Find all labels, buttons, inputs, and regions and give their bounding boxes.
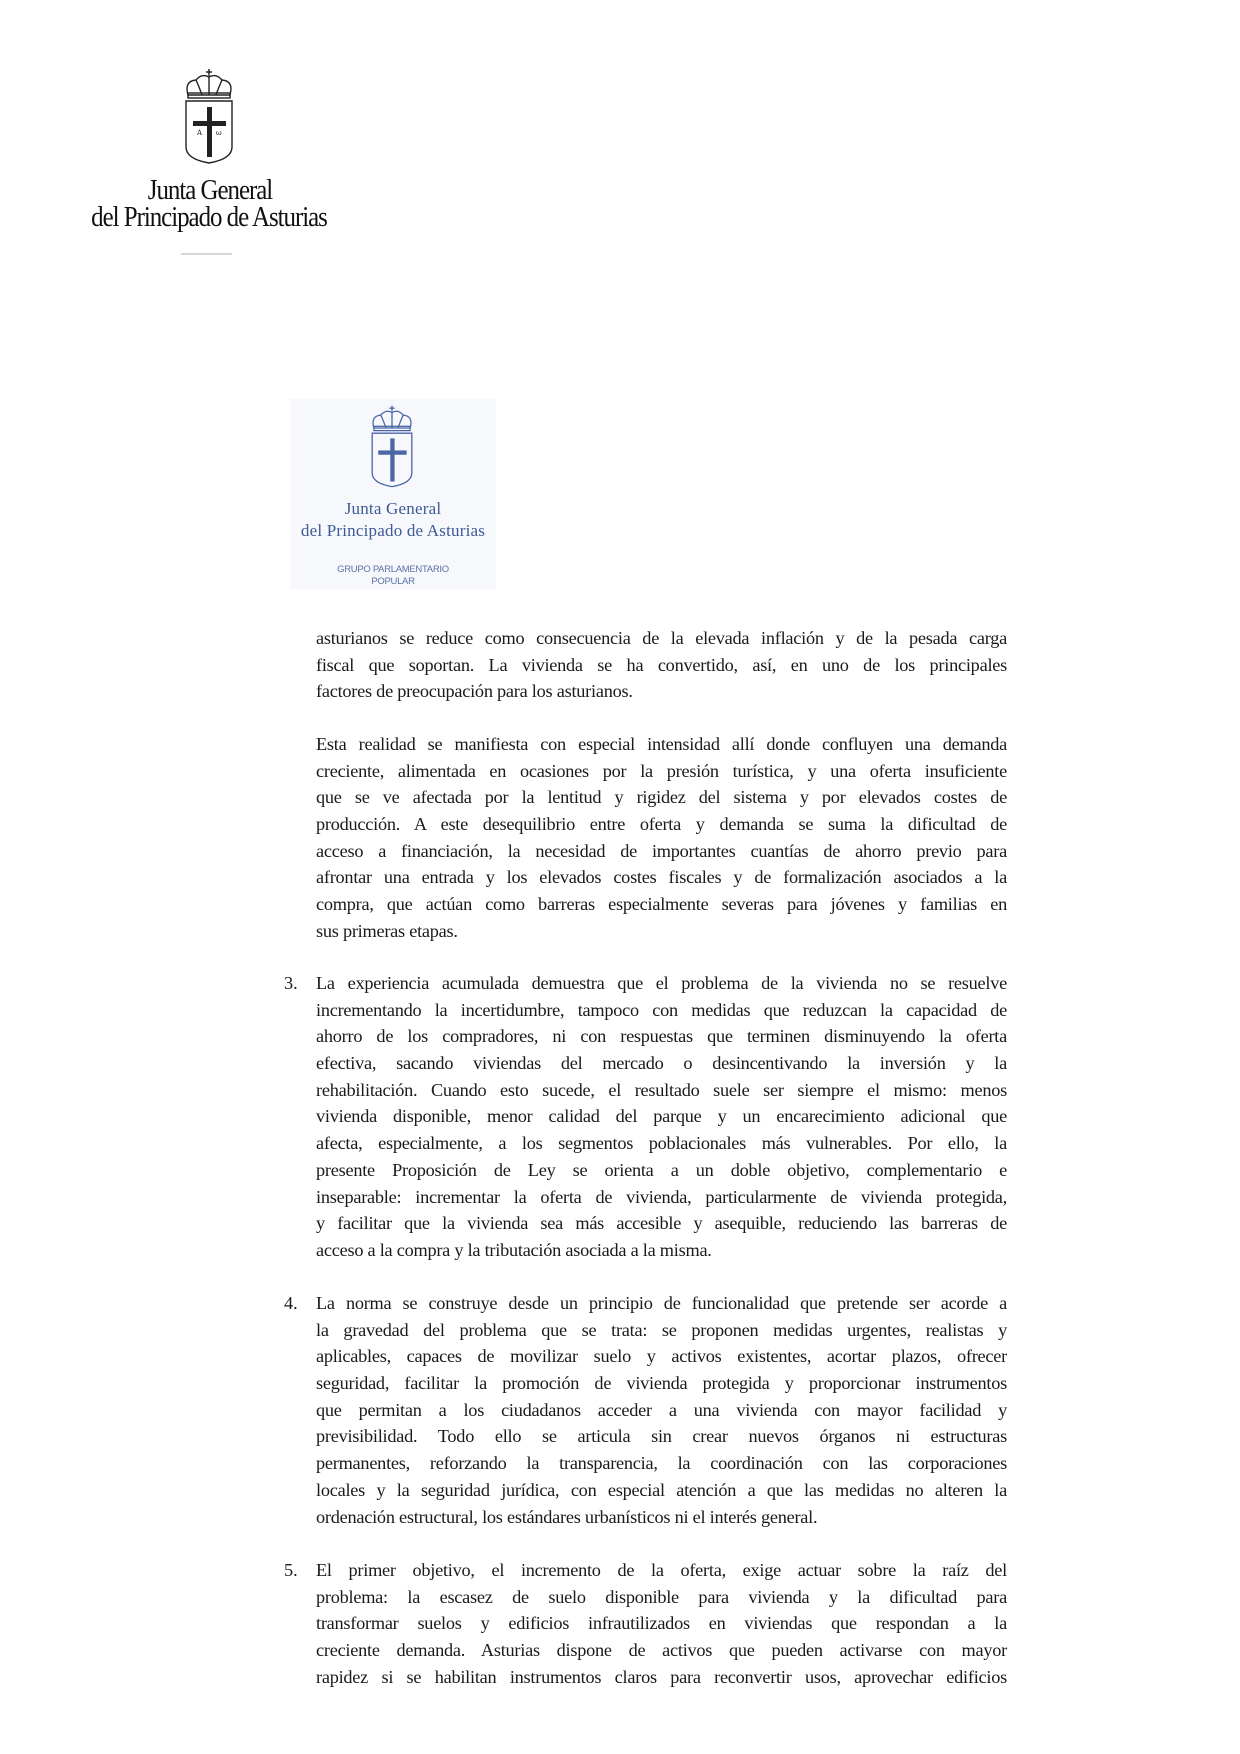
text-line: creciente, alimentada en ocasiones por la presión turística, y una oferta insuficiente — [316, 760, 1007, 781]
paragraph-number: 5. — [284, 1560, 298, 1580]
group-name-line1: GRUPO PARLAMENTARIO — [337, 564, 449, 575]
text-line: que se ve afectada por la lentitud y rigidez del sistema y por elevados costes de — [316, 787, 1007, 808]
text-line: permanentes, reforzando la transparencia, la coordinación con las corporaciones — [316, 1453, 1007, 1474]
text-line: problema: la escasez de suelo disponible para vivienda y la dificultad para — [316, 1586, 1007, 1607]
text-line: sus primeras etapas. — [316, 920, 458, 941]
text-line: El primer objetivo, el incremento de la oferta, exige actuar sobre la raíz del — [316, 1560, 1007, 1580]
text-line: locales y la seguridad jurídica, con especial atención a que las medidas no alteren la — [316, 1479, 1007, 1500]
logo-title-line1: Junta General — [147, 174, 273, 206]
text-line: afecta, especialmente, a los segmentos poblacionales más vulnerables. Por ello, la — [316, 1133, 1007, 1154]
paragraph-number: 4. — [284, 1293, 298, 1313]
text-line: inseparable: incrementar la oferta de vivienda, particularmente de vivienda protegida, — [316, 1186, 1007, 1207]
text-line: acceso a financiación, la necesidad de importantes cuantías de ahorro previo para — [316, 840, 1007, 861]
numbered-paragraph — [284, 1290, 1007, 1530]
text-line: vivienda disponible, menor calidad del parque y un encarecimiento adicional que — [316, 1106, 1007, 1127]
text-line: compra, que actúan como barreras especialmente severas para jóvenes y familias en — [316, 894, 1007, 915]
group-logo-line1: Junta General — [344, 499, 442, 518]
text-line: rehabilitación. Cuando esto sucede, el resultado suele ser siempre el mismo: menos — [316, 1079, 1007, 1100]
text-line: y facilitar que la vivienda sea más accesible y asequible, reduciendo las barreras de — [316, 1213, 1007, 1234]
text-line: factores de preocupación para los asturianos. — [316, 681, 633, 702]
text-line: asturianos se reduce como consecuencia de la elevada inflación y de la pesada carga — [316, 628, 1007, 648]
text-line: producción. A este desequilibrio entre oferta y demanda se suma la dificultad de — [316, 814, 1007, 835]
text-line: incrementando la incertidumbre, tampoco con medidas que reduzcan la capacidad de — [316, 999, 1007, 1020]
text-line: aplicables, capaces de movilizar suelo y activos existentes, acortar plazos, ofrecer — [316, 1346, 1007, 1367]
text-line: La experiencia acumulada demuestra que el problema de la vivienda no se resuelve — [316, 973, 1007, 993]
paragraph-number: 3. — [284, 973, 298, 993]
text-line: seguridad, facilitar la promoción de vivienda protegida y proporcionar instrumentos — [316, 1373, 1007, 1394]
group-logo — [290, 399, 496, 589]
text-line: previsibilidad. Todo ello se articula sin crear nuevos órganos ni estructuras — [316, 1426, 1007, 1447]
text-line: presente Proposición de Ley se orienta a un doble objetivo, complementario e — [316, 1159, 1007, 1180]
text-line: efectiva, sacando viviendas del mercado o desincentivando la inversión y la — [316, 1053, 1007, 1074]
text-line: La norma se construye desde un principio de funcionalidad que pretende ser acorde a — [316, 1293, 1007, 1313]
paragraph — [316, 731, 1007, 945]
text-line: que permitan a los ciudadanos acceder a una vivienda con mayor facilidad y — [316, 1399, 1007, 1420]
text-line: Esta realidad se manifiesta con especial intensidad allí donde confluyen una demanda — [316, 734, 1007, 754]
svg-text:ω: ω — [216, 129, 222, 137]
text-line: afrontar una entrada y los elevados costes fiscales y de formalización asociados a la — [316, 867, 1007, 888]
logo-title-line2: del Principado de Asturias — [91, 201, 327, 233]
text-line: ahorro de los compradores, ni con respuestas que terminen disminuyendo la oferta — [316, 1026, 1007, 1047]
asturias-coat-of-arms-icon — [367, 403, 417, 491]
text-line: fiscal que soportan. La vivienda se ha convertido, así, en uno de los principales — [316, 654, 1007, 675]
text-line: transformar suelos y edificios infrautilizados en viviendas que respondan a la — [316, 1613, 1007, 1634]
group-logo-line2: del Principado de Asturias — [300, 521, 486, 540]
text-line: acceso a la compra y la tributación asociada a la misma. — [316, 1239, 712, 1260]
asturias-coat-of-arms-icon — [180, 67, 238, 167]
numbered-paragraph — [284, 970, 1007, 1264]
svg-text:A: A — [197, 129, 203, 137]
header-divider — [181, 253, 232, 255]
group-name-line2: POPULAR — [371, 576, 415, 587]
numbered-paragraph — [284, 1557, 1007, 1690]
text-line: rapidez si se habilitan instrumentos claros para reconvertir usos, aprovechar edificios — [316, 1666, 1007, 1687]
text-line: la gravedad del problema que se trata: se proponen medidas urgentes, realistas y — [316, 1319, 1007, 1340]
paragraph — [316, 625, 1007, 705]
text-line: ordenación estructural, los estándares urbanísticos ni el interés general. — [316, 1506, 818, 1527]
text-line: creciente demanda. Asturias dispone de activos que pueden activarse con mayor — [316, 1640, 1007, 1661]
